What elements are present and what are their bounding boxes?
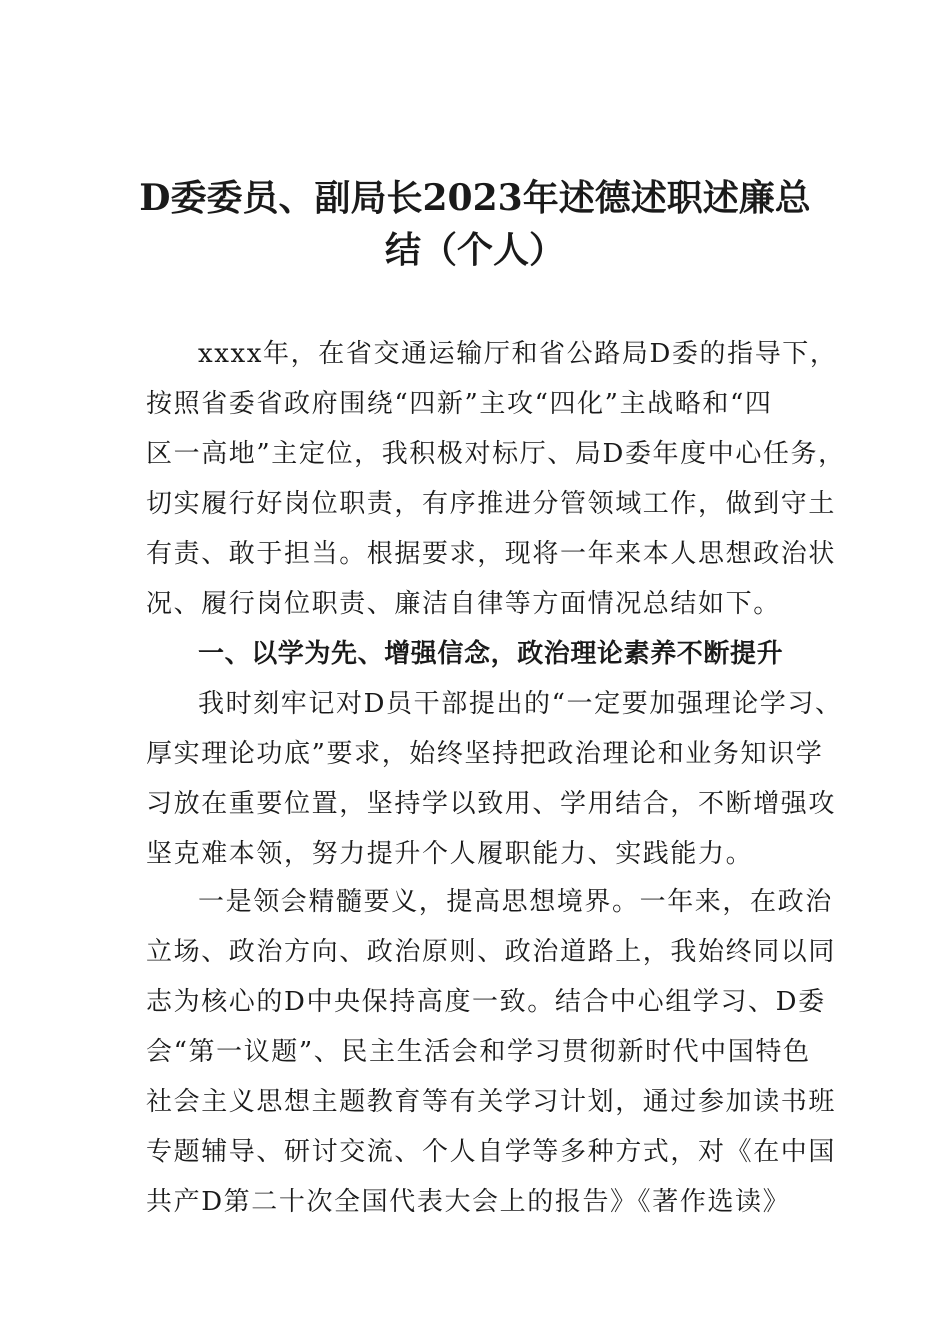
document-title-line-1: D委委员、副局长2023年述德述职述廉总 (139, 177, 811, 219)
paragraph-line: 区一高地”主定位，我积极对标厅、局D委年度中心任务， (146, 439, 846, 469)
paragraph-line: 坚克难本领，努力提升个人履职能力、实践能力。 (146, 839, 754, 869)
paragraph-line: 志为核心的D中央保持高度一致。结合中心组学习、D委 (146, 987, 826, 1017)
paragraph-line: 我时刻牢记对D员干部提出的“一定要加强理论学习、 (198, 689, 843, 719)
paragraph-line: 一是领会精髓要义，提高思想境界。一年来，在政治 (198, 887, 833, 917)
paragraph-line: 会“第一议题”、民主生活会和学习贯彻新时代中国特色 (146, 1037, 811, 1067)
paragraph-line: 有责、敢于担当。根据要求，现将一年来本人思想政治状 (146, 539, 837, 569)
section-heading: 一、以学为先、增强信念，政治理论素养不断提升 (198, 639, 784, 669)
paragraph-line: 厚实理论功底”要求，始终坚持把政治理论和业务知识学 (146, 739, 824, 769)
paragraph-line: 社会主义思想主题教育等有关学习计划，通过参加读书班 (146, 1087, 837, 1117)
paragraph-line: 共产D第二十次全国代表大会上的报告》《著作选读》 (146, 1187, 791, 1217)
paragraph-line: xxxx年，在省交通运输厅和省公路局D委的指导下， (198, 339, 838, 369)
paragraph-line: 按照省委省政府围绕“四新”主攻“四化”主战略和“四 (146, 389, 773, 419)
paragraph-line: 习放在重要位置，坚持学以致用、学用结合，不断增强攻 (146, 789, 837, 819)
paragraph-line: 立场、政治方向、政治原则、政治道路上，我始终同以同 (146, 937, 837, 967)
paragraph-line: 专题辅导、研讨交流、个人自学等多种方式，对《在中国 (146, 1137, 837, 1167)
paragraph-line: 切实履行好岗位职责，有序推进分管领域工作，做到守土 (146, 489, 837, 519)
document-title-line-2: 结（个人） (384, 229, 565, 271)
paragraph-line: 况、履行岗位职责、廉洁自律等方面情况总结如下。 (146, 589, 781, 619)
